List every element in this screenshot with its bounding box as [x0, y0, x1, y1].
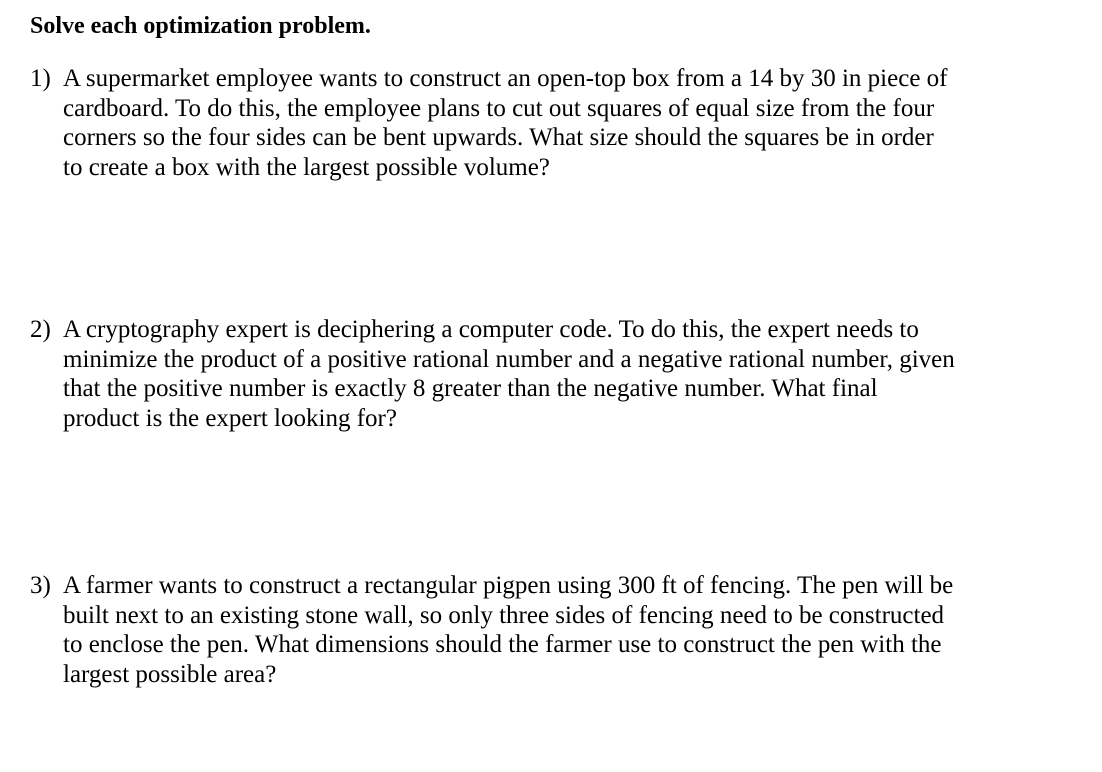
problem-text-line: built next to an existing stone wall, so only three sides of fencing need to be constructed: [63, 601, 945, 629]
problem-text-line: A cryptography expert is deciphering a computer code. To do this, the expert needs to: [63, 316, 919, 343]
worksheet-heading: Solve each optimization problem.: [30, 13, 371, 39]
problem-text-line: cardboard. To do this, the employee plans to cut out squares of equal size from the four: [63, 94, 935, 122]
problem-text-line: to create a box with the largest possible volume?: [63, 153, 550, 181]
problem-3: [30, 571, 1080, 689]
problem-text-line: to enclose the pen. What dimensions should the farmer use to construct the pen with the: [63, 631, 942, 658]
problem-2: [30, 315, 1080, 433]
problem-text-line: that the positive number is exactly 8 greater than the negative number. What final: [63, 375, 878, 402]
problem-text-line: corners so the four sides can be bent upwards. What size should the squares be in order: [63, 124, 934, 151]
problem-text-line: largest possible area?: [63, 660, 277, 688]
problem-text-line: product is the expert looking for?: [63, 404, 397, 432]
problem-text-line: minimize the product of a positive rational number and a negative rational number, given: [63, 345, 955, 373]
problem-text-line: A farmer wants to construct a rectangular pigpen using 300 ft of fencing. The pen will be: [63, 572, 954, 599]
problem-number: 3): [30, 572, 51, 599]
problem-text-line: A supermarket employee wants to construct an open-top box from a 14 by 30 in piece of: [63, 65, 948, 92]
problem-number: 1): [30, 65, 51, 92]
problem-1: [30, 64, 1080, 182]
problem-number: 2): [30, 316, 51, 343]
